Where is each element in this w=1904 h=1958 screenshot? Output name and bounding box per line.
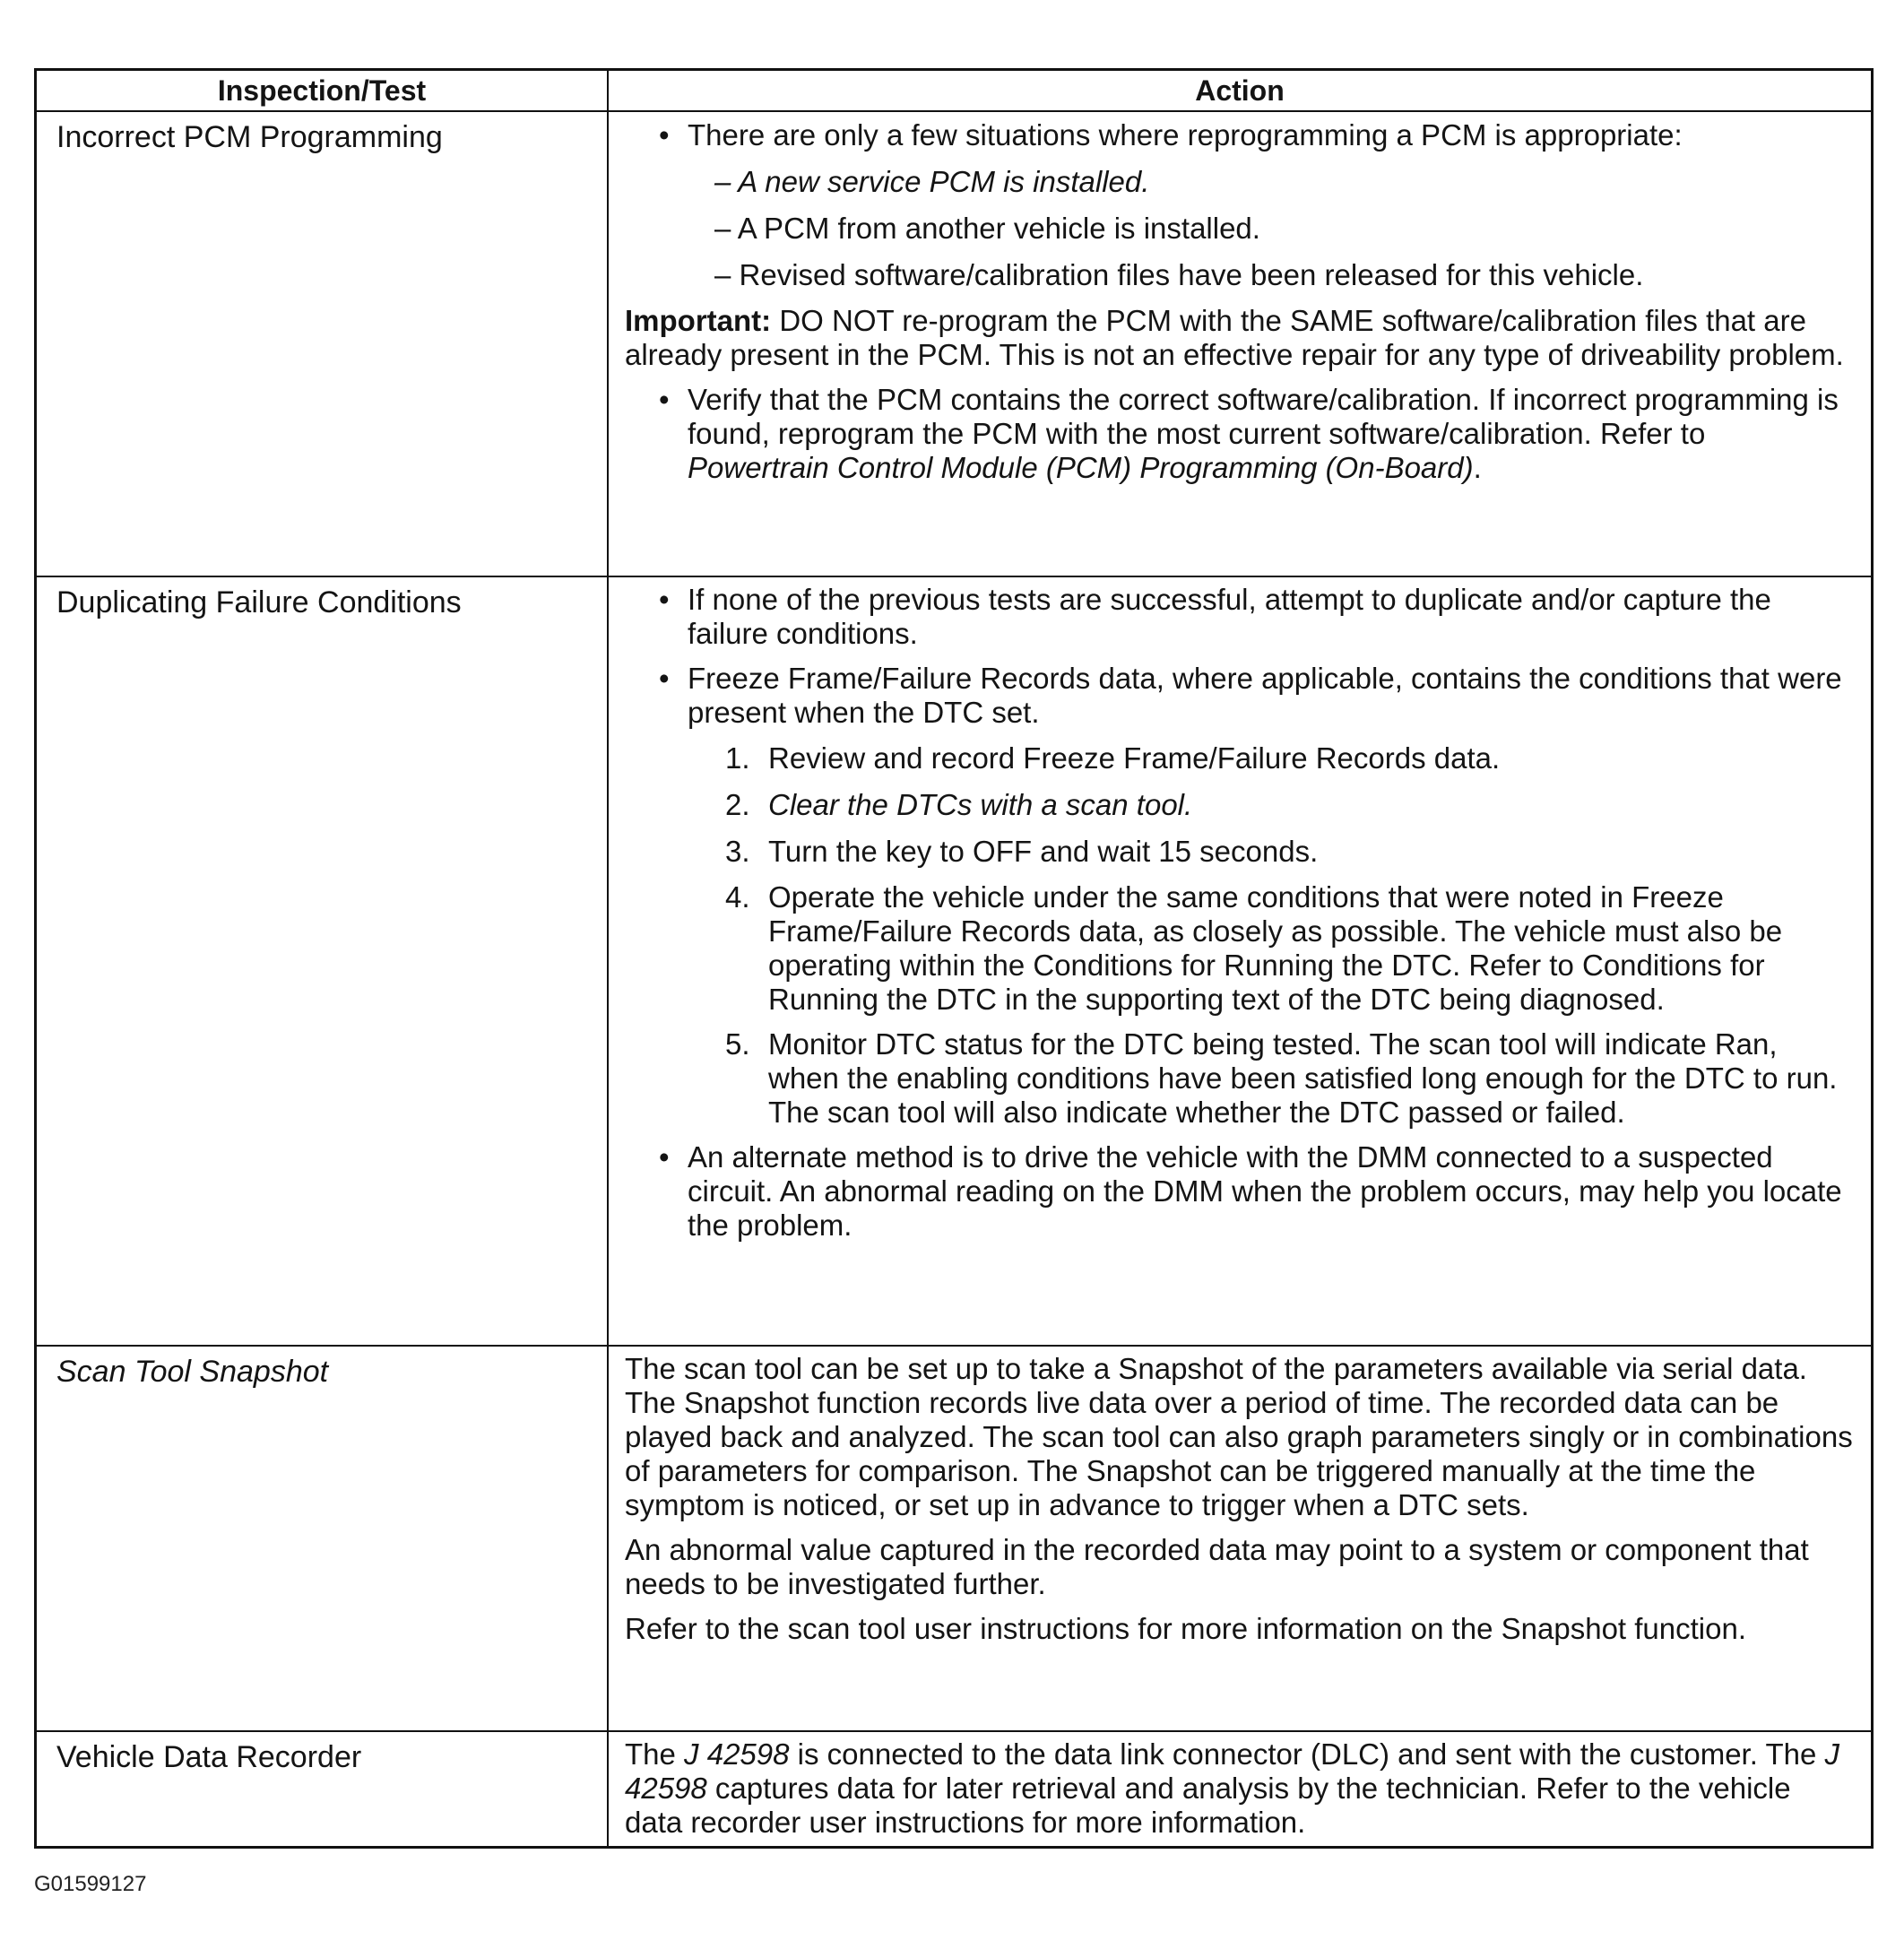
reference-link-pcm-programming[interactable]: Powertrain Control Module (PCM) Programming (On-Board): [688, 451, 1474, 484]
step-text: Monitor DTC status for the DTC being tested. The scan tool will indicate Ran, when the enabling conditions have been satisfied long enough for the DTC to run. The scan tool will also indicate whether the DTC passed or failed.: [768, 1027, 1838, 1129]
step-text: Review and record Freeze Frame/Failure Records data.: [768, 741, 1501, 775]
row-label-text: Duplicating Failure Conditions: [56, 585, 462, 619]
header-inspection-test: Inspection/Test: [37, 71, 609, 112]
tool-number: J 42598: [684, 1737, 790, 1771]
row-action-incorrect-pcm-programming: [609, 112, 1871, 577]
row-label-duplicating-failure-conditions: [37, 577, 609, 1347]
step-number: 2.: [725, 788, 750, 821]
row-action-scan-tool-snapshot: [609, 1347, 1871, 1732]
bullet-item: [625, 383, 1855, 485]
row-action-duplicating-failure-conditions: [609, 577, 1871, 1347]
row-label-incorrect-pcm-programming: [37, 112, 609, 577]
row-label-scan-tool-snapshot: [37, 1347, 609, 1732]
paragraph: Refer to the scan tool user instructions for more information on the Snapshot function.: [625, 1612, 1747, 1645]
step-text: Operate the vehicle under the same conditions that were noted in Freeze Frame/Failure Records data, as closely as possible. The vehicle must also be operating within the Conditions for Running the DTC. Refer to Conditions for Running the DTC in the supporting text of the DTC being diagnosed.: [768, 880, 1783, 1016]
row-label-text: Scan Tool Snapshot: [56, 1355, 329, 1389]
figure-code: G01599127: [34, 1872, 147, 1896]
row-label-text: Vehicle Data Recorder: [56, 1740, 362, 1774]
text-segment: captures data for later retrieval and analysis by the technician. Refer to the vehicle data recorder user instructions for more information.: [625, 1772, 1791, 1839]
bullet-item: • If none of the previous tests are successful, attempt to duplicate and/or capture the failure conditions.: [625, 583, 1855, 651]
bullet-item: • There are only a few situations where reprogramming a PCM is appropriate:: [625, 117, 1855, 153]
text-segment: The: [625, 1737, 685, 1771]
step-item: [625, 1027, 1855, 1130]
step-item: [625, 834, 1855, 870]
paragraph: [625, 1737, 1855, 1840]
step-item: [625, 741, 1855, 776]
step-text: Turn the key to OFF and wait 15 seconds.: [768, 835, 1319, 868]
step-number: 3.: [725, 835, 750, 868]
paragraph: An abnormal value captured in the recorded data may point to a system or component that needs to be investigated further.: [625, 1533, 1809, 1600]
row-label-vehicle-data-recorder: [37, 1732, 609, 1846]
tool-number: J 42598: [625, 1737, 1840, 1805]
step-number: 4.: [725, 880, 750, 914]
dash-item: – A new service PCM is installed.: [714, 165, 1150, 198]
row-label-text: Incorrect PCM Programming: [56, 120, 443, 154]
text-segment: is connected to the data link connector (DLC) and sent with the customer. The: [789, 1737, 1825, 1771]
important-note: [625, 304, 1855, 372]
step-item: [625, 880, 1855, 1017]
bullet-item: • Freeze Frame/Failure Records data, where applicable, contains the conditions that were present when the DTC set.: [625, 662, 1855, 730]
important-label: Important:: [625, 304, 772, 337]
dash-item: – Revised software/calibration files have been released for this vehicle.: [714, 258, 1644, 291]
paragraph: The scan tool can be set up to take a Snapshot of the parameters available via serial data. The Snapshot function records live data over a period of time. The recorded data can be played back and analyzed. The scan tool can also graph parameters singly or in combinations of parameters for comparison. The Snapshot can be triggered manually at the time the symptom is noticed, or set up in advance to trigger when a DTC sets.: [625, 1352, 1853, 1521]
step-number: 1.: [725, 741, 750, 775]
header-action: Action: [609, 71, 1871, 112]
bullet-text: Verify that the PCM contains the correct software/calibration. If incorrect programming is found, reprogram the PCM with the most current software/calibration. Refer to: [688, 383, 1839, 450]
bullet-item: • An alternate method is to drive the vehicle with the DMM connected to a suspected circuit. An abnormal reading on the DMM when the problem occurs, may help you locate the problem.: [625, 1140, 1855, 1243]
step-number: 5.: [725, 1027, 750, 1061]
bullet-end: .: [1473, 451, 1482, 484]
important-text: DO NOT re-program the PCM with the SAME software/calibration files that are already present in the PCM. This is not an effective repair for any type of driveability problem.: [625, 304, 1844, 371]
step-text: Clear the DTCs with a scan tool.: [768, 788, 1193, 821]
row-action-vehicle-data-recorder: [609, 1732, 1871, 1846]
step-item: [625, 787, 1855, 823]
inspection-table: [34, 68, 1874, 1849]
dash-item: – A PCM from another vehicle is installed.: [714, 212, 1260, 245]
